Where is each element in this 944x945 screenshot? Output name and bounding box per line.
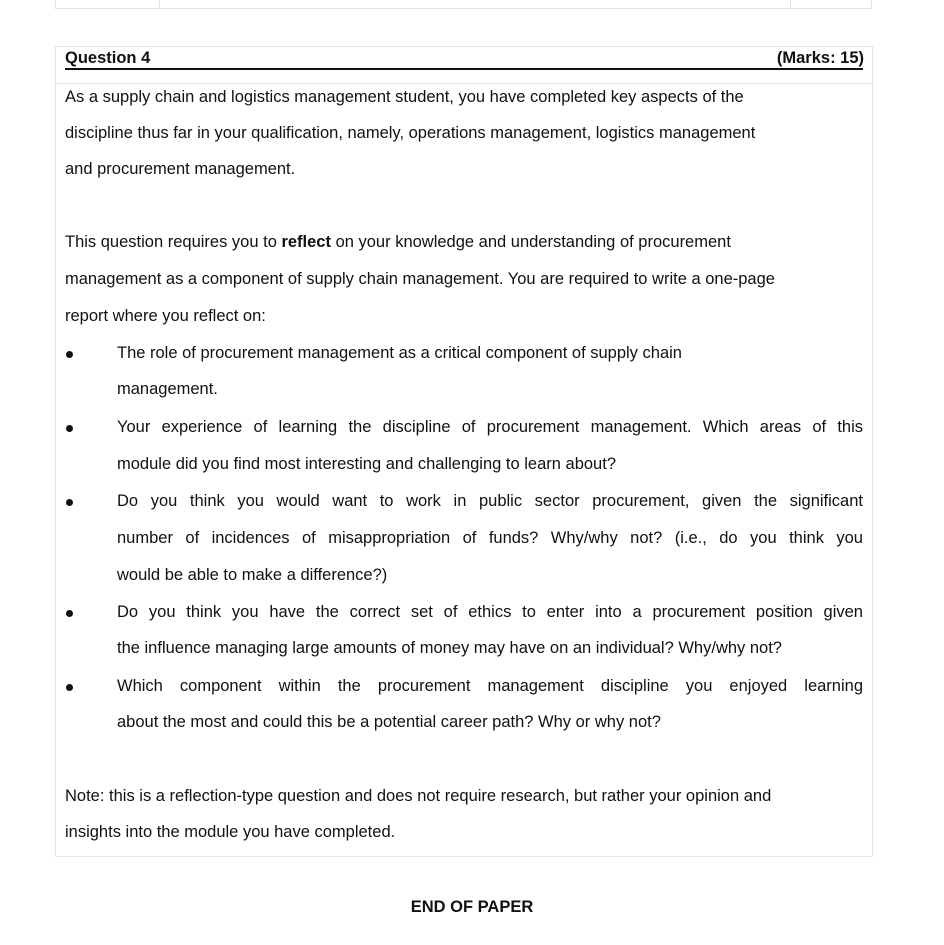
reflect-emphasis: reflect — [281, 233, 331, 251]
instruction-line: management as a component of supply chain management. You are required to write a one-page — [65, 270, 775, 288]
instruction-text: This question requires you to — [65, 233, 282, 251]
instruction-line — [65, 233, 731, 252]
intro-line: As a supply chain and logistics management student, you have completed key aspects of the — [65, 88, 744, 106]
bullet-line: number of incidences of misappropriation of funds? Why/why not? (i.e., do you think you — [117, 529, 863, 547]
bullet-line: management. — [117, 380, 218, 398]
note-line: insights into the module you have completed. — [65, 823, 396, 841]
bullet-marker — [66, 499, 73, 506]
intro-line: discipline thus far in your qualification, namely, operations management, logistics management — [65, 124, 756, 142]
end-of-paper: END OF PAPER — [410, 898, 534, 916]
table-divider — [159, 0, 160, 8]
question-header-row — [55, 47, 873, 84]
bullet-marker — [66, 351, 73, 358]
instruction-text: on your knowledge and understanding of procurement — [330, 233, 731, 251]
note-line: Note: this is a reflection-type question and does not require research, but rather your opinion and — [65, 787, 772, 805]
table-divider — [790, 0, 791, 8]
bullet-line: Do you think you have the correct set of ethics to enter into a procurement position given — [117, 603, 863, 621]
bullet-line: The role of procurement management as a critical component of supply chain — [117, 344, 682, 362]
question-title: Question 4 — [65, 49, 151, 67]
intro-line: and procurement management. — [65, 160, 296, 178]
bullet-line: about the most and could this be a potential career path? Why or why not? — [117, 713, 661, 731]
instruction-line: report where you reflect on: — [65, 307, 266, 325]
bullet-line: Do you think you would want to work in public sector procurement, given the significant — [117, 492, 863, 510]
bullet-line: Which component within the procurement management discipline you enjoyed learning — [117, 677, 863, 695]
bullet-line: the influence managing large amounts of money may have on an individual? Why/why not? — [117, 639, 782, 657]
previous-table-fragment — [55, 0, 872, 9]
question-marks: (Marks: 15) — [776, 49, 864, 67]
bullet-marker — [66, 425, 73, 432]
bullet-marker — [66, 684, 73, 691]
bullet-line: would be able to make a difference?) — [117, 566, 388, 584]
bullet-line: module did you find most interesting and challenging to learn about? — [117, 455, 616, 473]
bullet-marker — [66, 610, 73, 617]
header-underline — [65, 68, 863, 70]
bullet-line: Your experience of learning the discipline of procurement management. Which areas of this — [117, 418, 863, 436]
